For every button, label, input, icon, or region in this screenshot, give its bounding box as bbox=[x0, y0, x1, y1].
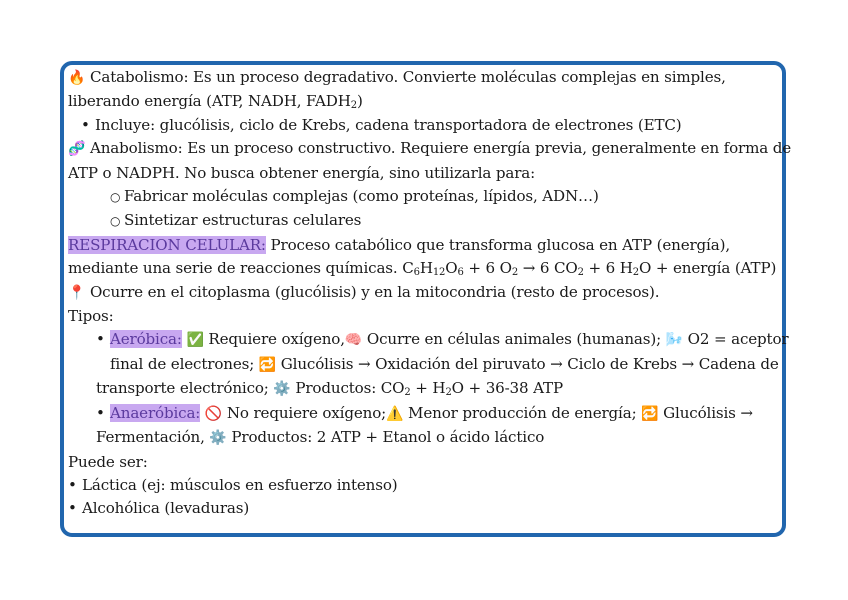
puede-ser-item bbox=[68, 497, 780, 520]
respiracion-line-1 bbox=[68, 234, 780, 257]
subscript: 2 bbox=[511, 267, 519, 279]
anabolismo-line-1 bbox=[68, 137, 792, 161]
equation-part: H bbox=[419, 259, 433, 278]
gear-icon: ⚙️ bbox=[273, 381, 291, 398]
equation-part: O bbox=[445, 259, 458, 278]
respiracion-text-2: mediante una serie de reacciones químicas. C bbox=[68, 259, 414, 278]
anaerobica-text: No requiere oxígeno; bbox=[226, 403, 387, 422]
anabolismo-item bbox=[68, 209, 780, 233]
cycle-icon: 🔁 bbox=[258, 356, 277, 373]
location-line bbox=[68, 281, 780, 305]
bullet-icon: • bbox=[96, 330, 105, 349]
equation-part: O + energía (ATP) bbox=[638, 259, 777, 278]
catabolismo-text-2: liberando energía (ATP, NADH, FADH bbox=[68, 92, 351, 111]
anaerobica-line-2 bbox=[68, 426, 780, 450]
warning-icon: ⚠️ bbox=[386, 405, 404, 422]
anaerobica-text: Productos: 2 ATP + Etanol o ácido láctico bbox=[231, 428, 545, 447]
puede-ser-item-text: Láctica (ej: músculos en esfuerzo intenso) bbox=[82, 475, 398, 494]
tipos-label: Tipos: bbox=[68, 307, 114, 326]
check-icon: ✅ bbox=[186, 332, 204, 349]
brain-icon: 🧠 bbox=[344, 332, 363, 349]
aerobica-text: Glucólisis → Oxidación del piruvato → Ciclo de Krebs → Cadena de bbox=[280, 354, 779, 373]
anaerobica-text: Fermentación, bbox=[96, 428, 205, 447]
aerobica-text: Ocurre en células animales (humanas); bbox=[366, 330, 662, 349]
respiracion-text: Proceso catabólico que transforma glucosa en ATP (energía), bbox=[270, 235, 730, 254]
aerobica-text: Productos: CO bbox=[295, 379, 405, 398]
subscript: 2 bbox=[445, 387, 452, 399]
anabolismo-item bbox=[68, 185, 780, 209]
respiracion-label: RESPIRACION CELULAR: bbox=[68, 235, 266, 254]
aerobica-text: + H bbox=[410, 379, 446, 398]
anaerobica-text: Menor producción de energía; bbox=[408, 403, 637, 422]
catabolismo-bullet bbox=[68, 114, 780, 137]
puede-ser-item bbox=[68, 474, 780, 497]
bullet-icon: • bbox=[68, 475, 77, 494]
aerobica-text: Requiere oxígeno, bbox=[208, 330, 345, 349]
anaerobica-text: Glucólisis → bbox=[663, 403, 753, 422]
catabolismo-line-1 bbox=[68, 66, 780, 90]
document-body bbox=[68, 66, 792, 521]
anabolismo-item-text: Sintetizar estructuras celulares bbox=[124, 211, 362, 230]
bullet-icon: • bbox=[68, 499, 77, 518]
fadh-subscript: 2 bbox=[350, 100, 357, 112]
fire-icon: 🔥 bbox=[68, 70, 86, 86]
puede-ser-item-text: Alcohólica (levaduras) bbox=[82, 499, 250, 518]
catabolismo-text-close: ) bbox=[356, 92, 363, 111]
respiracion-equation-line bbox=[68, 257, 780, 280]
aerobica-label: Aeróbica: bbox=[110, 330, 182, 349]
subscript: 6 bbox=[457, 267, 464, 279]
anabolismo-line-2: ATP o NADPH. No busca obtener energía, sino utilizarla para: bbox=[68, 163, 536, 182]
aerobica-text: O + 36-38 ATP bbox=[451, 379, 563, 398]
bullet-icon: • bbox=[96, 403, 105, 422]
catabolismo-bullet-text: Incluye: glucólisis, ciclo de Krebs, cadena transportadora de electrones (ETC) bbox=[95, 115, 682, 134]
equation-part: + 6 H bbox=[583, 259, 633, 278]
gear-icon: ⚙️ bbox=[209, 430, 227, 447]
aerobica-text: final de electrones; bbox=[110, 354, 255, 373]
equation-part: + 6 O bbox=[463, 259, 512, 278]
subscript: 2 bbox=[632, 267, 639, 279]
anabolismo-text: Anabolismo: Es un proceso constructivo. Requiere energía previa, generalmente en forma de bbox=[89, 139, 792, 158]
aerobica-text: transporte electrónico; bbox=[96, 379, 269, 398]
aerobica-line-1 bbox=[68, 328, 789, 352]
anabolismo-item-text: Fabricar moléculas complejas (como proteínas, lípidos, ADN…) bbox=[124, 187, 599, 206]
subscript: 2 bbox=[404, 387, 411, 399]
bullet-icon: • bbox=[81, 115, 90, 134]
circle-bullet-icon: ○ bbox=[110, 190, 121, 205]
catabolismo-text: Catabolismo: Es un proceso degradativo. Convierte moléculas complejas en simples, bbox=[89, 68, 726, 86]
circle-bullet-icon: ○ bbox=[110, 214, 121, 229]
cycle-icon: 🔁 bbox=[641, 405, 659, 422]
puede-ser-label: Puede ser: bbox=[68, 452, 148, 471]
pin-icon: 📍 bbox=[68, 284, 86, 301]
equation-part: → 6 CO bbox=[518, 259, 578, 278]
subscript: 2 bbox=[577, 267, 584, 279]
dna-icon: 🧬 bbox=[68, 141, 86, 158]
location-text: Ocurre en el citoplasma (glucólisis) y en la mitocondria (resto de procesos). bbox=[89, 282, 660, 301]
wind-icon: 🌬️ bbox=[665, 332, 683, 349]
aerobica-line-3 bbox=[68, 377, 780, 401]
anaerobica-label: Anaeróbica: bbox=[110, 403, 201, 422]
aerobica-line-2 bbox=[68, 353, 780, 377]
anaerobica-line-1 bbox=[68, 402, 780, 426]
subscript: 6 bbox=[413, 267, 420, 279]
no-icon: 🚫 bbox=[204, 405, 223, 422]
catabolismo-line-2 bbox=[68, 90, 780, 113]
subscript: 12 bbox=[432, 267, 446, 279]
aerobica-text: O2 = aceptor bbox=[687, 330, 789, 349]
